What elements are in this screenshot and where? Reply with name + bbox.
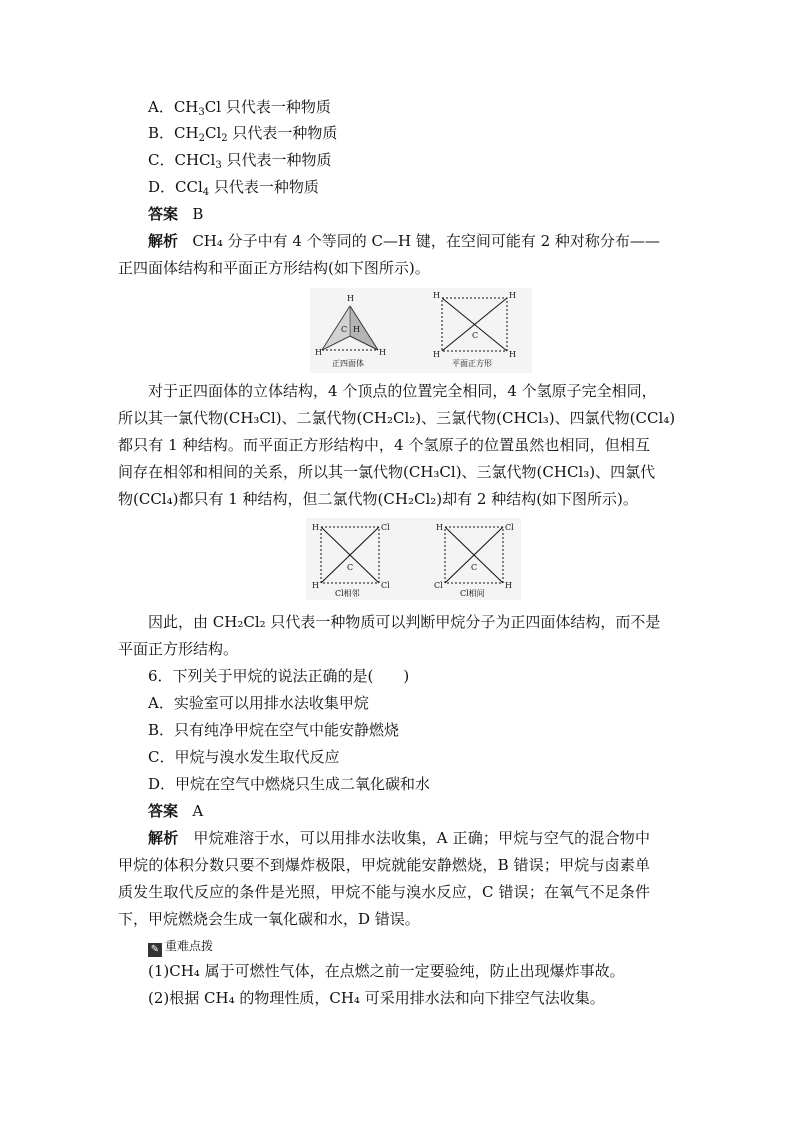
svg-text:Cl: Cl <box>381 581 390 590</box>
tetra-caption: 正四面体 <box>332 359 364 368</box>
tetra-h-left: H <box>315 348 322 357</box>
cl-opposite-diagram <box>434 523 514 598</box>
cl-adjacent-diagram <box>312 523 390 598</box>
q6-option-c: C．甲烷与溴水发生取代反应 <box>148 748 340 766</box>
tetra-h-top: H <box>347 294 354 303</box>
tip-icon: ✎ <box>148 943 162 957</box>
q5-option-a: A．$CH_3Cl$ 只代表一种物质 <box>148 98 331 118</box>
q6-stem: 6．下列关于甲烷的说法正确的是( ) <box>148 667 410 685</box>
q5-conclusion-line-1: 因此，由 CH₂Cl₂ 只代表一种物质可以判断甲烷分子为正四面体结构，而不是 <box>148 613 661 631</box>
q5-para-line-3: 都只有 1 种结构。而平面正方形结构中，4 个氢原子的位置虽然也相同，但相互 <box>118 436 650 454</box>
tip-heading: ✎ 重难点拨 <box>148 936 213 957</box>
q6-option-d: D．甲烷在空气中燃烧只生成二氧化碳和水 <box>148 775 431 793</box>
svg-text:H: H <box>433 350 440 359</box>
tetra-c: C <box>341 325 348 334</box>
q6-analysis-line-4: 下，甲烷燃烧会生成一氧化碳和水，D 错误。 <box>118 910 420 928</box>
q5-para-line-4: 间存在相邻和相间的关系，所以其一氯代物(CH₃Cl)、三氯代物(CHCl₃)、四氯代 <box>118 463 656 481</box>
q6-analysis-line-3: 质发生取代反应的条件是光照，甲烷不能与溴水反应，C 错误；在氧气不足条件 <box>118 883 650 901</box>
tetrahedron-diagram <box>315 294 386 368</box>
q5-analysis-line-2: 正四面体结构和平面正方形结构(如下图所示)。 <box>118 259 430 277</box>
svg-text:C: C <box>347 563 354 572</box>
svg-text:H: H <box>509 291 516 300</box>
q6-option-a: A．实验室可以用排水法收集甲烷 <box>148 694 369 712</box>
svg-text:Cl: Cl <box>381 523 390 532</box>
svg-text:C: C <box>472 331 479 340</box>
svg-text:H: H <box>312 523 319 532</box>
svg-text:H: H <box>509 350 516 359</box>
svg-text:Cl: Cl <box>505 523 514 532</box>
adjacent-caption: Cl相邻 <box>335 589 360 598</box>
svg-text:H: H <box>505 581 512 590</box>
tetra-h-mid: H <box>353 325 360 334</box>
svg-text:Cl: Cl <box>434 581 443 590</box>
q6-analysis-line-2: 甲烷的体积分数只要不到爆炸极限，甲烷就能安静燃烧，B 错误；甲烷与卤素单 <box>118 856 650 874</box>
q5-option-d: D．CCl$_4$ 只代表一种物质 <box>148 178 319 198</box>
svg-text:C: C <box>471 563 478 572</box>
q5-para-line-1: 对于正四面体的立体结构，4 个顶点的位置完全相同，4 个氢原子完全相同， <box>148 382 657 400</box>
svg-text:H: H <box>436 523 443 532</box>
q5-answer: 答案 B <box>148 205 204 223</box>
opposite-caption: Cl相间 <box>460 589 485 598</box>
q6-option-b: B．只有纯净甲烷在空气中能安静燃烧 <box>148 721 400 739</box>
figure-dichloro <box>306 518 521 600</box>
q5-para-line-5: 物(CCl₄)都只有 1 种结构，但二氯代物(CH₂Cl₂)却有 2 种结构(如下图所示)。 <box>118 490 638 508</box>
q5-analysis-line-1: 解析 CH₄ 分子中有 4 个等同的 C—H 键，在空间可能有 2 种对称分布—— <box>148 232 660 250</box>
figure-tetrahedron-square <box>310 288 532 373</box>
square-caption: 平面正方形 <box>452 359 492 368</box>
svg-text:H: H <box>433 291 440 300</box>
q5-option-b: B．$CH_2Cl_2$ 只代表一种物质 <box>148 124 338 144</box>
tetra-h-right: H <box>379 348 386 357</box>
svg-text:H: H <box>312 581 319 590</box>
q5-conclusion-line-2: 平面正方形结构。 <box>118 640 239 658</box>
tip-line-2: (2)根据 CH₄ 的物理性质，CH₄ 可采用排水法和向下排空气法收集。 <box>148 989 605 1007</box>
q5-option-c: C．CHCl$_3$ 只代表一种物质 <box>148 151 332 171</box>
square-diagram <box>433 291 516 368</box>
q5-para-line-2: 所以其一氯代物(CH₃Cl)、二氯代物(CH₂Cl₂)、三氯代物(CHCl₃)、四氯代物(CCl₄) <box>118 409 676 427</box>
q6-answer: 答案 A <box>148 802 204 820</box>
tip-line-1: (1)CH₄ 属于可燃性气体，在点燃之前一定要验纯，防止出现爆炸事故。 <box>148 962 625 980</box>
q6-analysis-line-1: 解析 甲烷难溶于水，可以用排水法收集，A 正确；甲烷与空气的混合物中 <box>148 829 650 847</box>
